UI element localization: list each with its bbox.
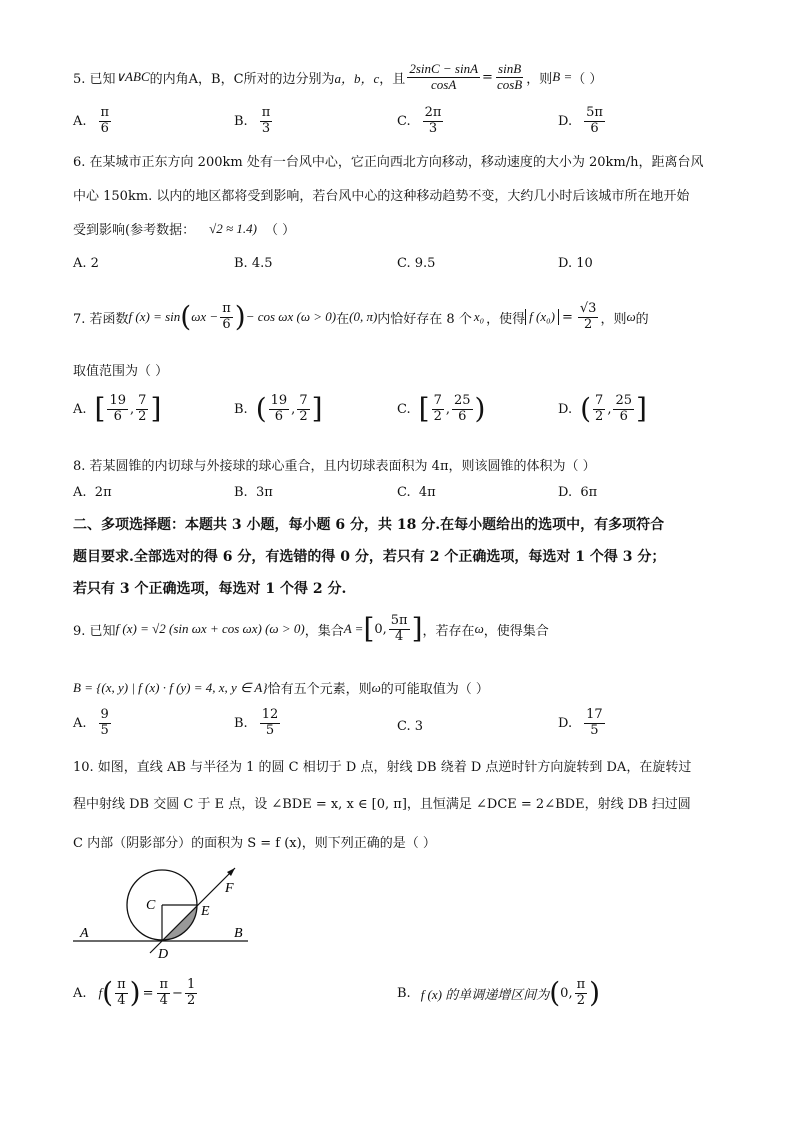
frac-num: √3	[579, 301, 597, 316]
option-label: B.	[234, 485, 248, 500]
frac-1	[432, 394, 444, 425]
q6-ref-data: √2 ≈ 1.4)	[209, 220, 257, 236]
q5-equals: =	[482, 69, 493, 85]
option-label: C.	[397, 719, 411, 734]
q7-option-a[interactable]: A. [ $\frac{19}{6}$ , $\frac{7}{2}$ ]	[73, 392, 162, 426]
option-text: f (x) 的单调递增区间为	[420, 986, 550, 1002]
q7-sqrt-frac	[578, 302, 599, 333]
bracket-right: ]	[411, 612, 423, 646]
frac-num: 7	[299, 393, 308, 408]
option-label: A.	[73, 256, 87, 271]
option-text: 4.5	[251, 256, 273, 271]
frac-1	[269, 394, 290, 425]
q7-text-d: ，使得	[486, 311, 526, 327]
option-text: 3π	[255, 485, 273, 500]
q6-option-c[interactable]	[397, 256, 435, 271]
option-frac	[99, 106, 112, 137]
frac-1	[107, 394, 128, 425]
q7-text-c: 内恰好存在 8 个	[377, 311, 472, 327]
section-2-line-3: 若只有 3 个正确选项，每选对 1 个得 2 分.	[73, 581, 347, 597]
option-zero: 0,	[560, 985, 573, 1001]
q8-option-a[interactable]	[73, 485, 112, 500]
q5-text-b: 的内角A，B，C所对的边分别为	[149, 71, 335, 87]
frac-den: 5	[590, 722, 599, 738]
q5-stem	[73, 62, 602, 93]
q5-frac-right-den: cosB	[496, 76, 523, 92]
label-d: D	[158, 947, 169, 962]
q8-option-c[interactable]	[397, 485, 436, 500]
q5-frac-left-num: 2sinC − sinA	[409, 61, 479, 76]
frac-num: 5π	[586, 105, 603, 120]
paren-left: (	[102, 976, 114, 1010]
option-text: 6π	[580, 485, 598, 500]
q9-fx: f (x) = √2 (sin ωx + cos ωx) (ω > 0)	[115, 621, 305, 637]
q5-option-b[interactable]	[234, 106, 274, 137]
q9-omega-2: ω	[371, 679, 381, 695]
q9-text-c: ，若存在	[422, 623, 475, 639]
label-e: E	[201, 904, 210, 919]
q8-option-d[interactable]	[558, 485, 597, 500]
frac-den: 2	[595, 408, 604, 424]
frac-den: 5	[100, 722, 109, 738]
frac-den: 5	[265, 722, 275, 738]
q9-set-B: B = {(x, y) | f (x) · f (y) = 4, x, y ∈ A}	[73, 679, 268, 695]
frac-num: π	[222, 301, 231, 316]
frac-pi4	[157, 978, 170, 1009]
q5-frac-right	[495, 62, 524, 93]
option-label: B.	[234, 715, 248, 731]
option-label: B.	[234, 401, 248, 417]
q5-option-d[interactable]	[558, 106, 607, 137]
option-label: D.	[558, 715, 573, 731]
frac-pi2	[575, 978, 588, 1009]
q9-zero: 0,	[374, 621, 387, 637]
q9-frac	[389, 614, 410, 645]
frac-den: 6	[458, 408, 467, 424]
q5-sides: a，b，c	[334, 70, 380, 86]
option-frac	[260, 708, 281, 739]
frac-2	[136, 394, 148, 425]
q7-x0: x₀	[473, 309, 485, 325]
q5-frac-right-num: sinB	[498, 61, 522, 76]
q10-option-a[interactable]	[73, 978, 199, 1009]
q10-line-3: C 内部（阴影部分）的面积为 S = f (x)，则下列正确的是（ ）	[73, 836, 436, 851]
q7-line-2: 取值范围为（ ）	[73, 364, 169, 379]
frac-den: 3	[261, 120, 271, 136]
option-label: B.	[234, 256, 248, 271]
q10-figure	[70, 858, 260, 963]
ray-df	[150, 868, 235, 953]
frac-num: 19	[270, 393, 288, 408]
option-frac	[584, 106, 605, 137]
q9-stem	[73, 614, 549, 645]
option-text: 4π	[418, 485, 436, 500]
bracket-left: [	[94, 392, 106, 426]
option-label: C.	[397, 401, 411, 417]
frac-1	[593, 394, 605, 425]
q7-text-e: ，则	[600, 311, 627, 327]
q9-text-2c: 的可能取值为（ ）	[380, 682, 489, 697]
option-frac	[584, 708, 605, 739]
option-text: 9.5	[414, 256, 436, 271]
frac-2	[297, 394, 309, 425]
option-label: B.	[397, 985, 411, 1001]
frac-den: 4	[159, 992, 168, 1008]
option-label: D.	[558, 256, 573, 271]
q5-triangle: ∨ABC	[115, 69, 150, 85]
frac-num: 7	[138, 393, 147, 408]
frac-arg	[115, 978, 128, 1009]
q9-A-eq: A =	[343, 621, 364, 637]
q5-text-a: 5. 已知	[73, 71, 116, 87]
q9-option-d[interactable]	[558, 708, 607, 739]
q5-paren: （ ）	[572, 71, 603, 87]
q5-B-eq: B =	[552, 69, 573, 85]
frac-den: 6	[100, 120, 109, 136]
bracket-right: ]	[150, 392, 162, 426]
q7-interval: (0, π)	[349, 309, 378, 325]
q6-line-3a: 受到影响(参考数据：	[73, 223, 196, 238]
option-label: A.	[73, 715, 87, 731]
q7-omega: ω	[626, 309, 636, 325]
frac-num: 1	[186, 977, 196, 992]
q9-text-e: ，使得集合	[483, 623, 549, 639]
q9-text-2b: 恰有五个元素，则	[267, 682, 372, 697]
frac-num: 7	[433, 393, 442, 408]
q7-abs-fx0: f (x₀)	[525, 309, 559, 325]
label-c: C	[146, 898, 156, 913]
frac-num: π	[117, 977, 126, 992]
option-label: D.	[558, 401, 573, 417]
option-f: f	[98, 985, 103, 1001]
option-label: D.	[558, 485, 573, 500]
frac-num: 25	[453, 393, 471, 408]
q7-fx: f (x) = sin	[128, 309, 181, 325]
q9-text-b: ，集合	[304, 623, 344, 639]
option-minus: −	[172, 985, 183, 1001]
q5-text-d: ，则	[526, 71, 553, 87]
q7-text-b: 在	[336, 311, 350, 327]
bracket-left: (	[580, 392, 592, 426]
bracket-left: [	[418, 392, 430, 426]
q6-paren: （ ）	[264, 223, 296, 238]
frac-den: 2	[584, 316, 593, 332]
bracket-right: )	[474, 392, 486, 426]
option-label: C.	[397, 256, 411, 271]
frac-den: 6	[274, 408, 284, 424]
frac-den: 6	[222, 316, 231, 332]
frac-2	[452, 394, 473, 425]
q7-paren-open: (	[180, 300, 192, 334]
frac-num: 17	[586, 707, 603, 722]
bracket-right: ]	[636, 392, 647, 426]
option-frac	[423, 106, 444, 137]
paren-left: (	[549, 976, 561, 1010]
option-label: A.	[73, 485, 87, 500]
q7-frac	[220, 302, 233, 333]
frac-num: 9	[100, 707, 109, 722]
q5-option-c[interactable]	[397, 106, 445, 137]
option-label: C.	[397, 113, 411, 129]
q6-line-2: 中心 150km. 以内的地区都将受到影响，若台风中心的这种移动趋势不变，大约几小时后该城市所在地开始	[73, 189, 690, 204]
q7-stem	[73, 302, 649, 333]
q5-option-a[interactable]	[73, 106, 113, 137]
q8-stem: 8. 若某圆锥的内切球与外接球的球心重合，且内切球表面积为 4π，则该圆锥的体积为（ ）	[73, 459, 596, 474]
frac-den: 6	[113, 408, 122, 424]
q5-text-c: ，且	[379, 71, 406, 87]
frac-den: 2	[138, 408, 147, 424]
bracket-right: ]	[311, 392, 323, 426]
frac-num: 7	[595, 393, 604, 408]
frac-den: 4	[395, 628, 404, 644]
bracket-left: [	[363, 612, 375, 646]
q9-line-2	[73, 678, 489, 697]
frac-den: 3	[428, 120, 438, 136]
option-frac	[99, 708, 111, 739]
frac-num: 5π	[390, 613, 408, 628]
frac-den: 2	[186, 992, 196, 1008]
frac-num: π	[100, 105, 110, 120]
frac-den: 6	[590, 120, 599, 136]
option-label: D.	[558, 113, 573, 129]
q9-option-a[interactable]	[73, 708, 113, 739]
option-label: A.	[73, 401, 87, 417]
option-text: 10	[576, 256, 593, 271]
q7-option-b[interactable]: B. ( $\frac{19}{6}$ , $\frac{7}{2}$ ]	[234, 392, 323, 426]
q7-text-a: 7. 若函数	[73, 311, 129, 327]
bracket-left: (	[255, 392, 267, 426]
q7-text-f: 的	[635, 311, 649, 327]
frac-num: 2π	[424, 105, 442, 120]
frac-den: 4	[117, 992, 126, 1008]
q8-option-b[interactable]	[234, 485, 273, 500]
frac-num: 25	[615, 393, 632, 408]
option-text: 3	[414, 719, 424, 734]
q9-option-b[interactable]	[234, 708, 282, 739]
frac-num: π	[576, 977, 586, 992]
q7-paren-close: )	[234, 300, 246, 334]
option-eq: =	[142, 985, 154, 1001]
frac-half	[185, 978, 197, 1009]
q7-option-c[interactable]: C. [ $\frac{7}{2}$ , $\frac{25}{6}$ )	[397, 392, 486, 426]
option-text: 2	[90, 256, 99, 271]
q7-cos: − cos ωx (ω > 0)	[245, 309, 337, 325]
q7-option-d[interactable]: D. ( $\frac{7}{2}$ , $\frac{25}{6}$ ]	[558, 392, 647, 426]
q7-eq: =	[561, 309, 573, 325]
option-label: C.	[397, 485, 411, 500]
q9-omega: ω	[474, 621, 484, 637]
q5-frac-left-den: cosA	[431, 76, 457, 92]
q10-line-1: 10. 如图，直线 AB 与半径为 1 的圆 C 相切于 D 点，射线 DB 绕着 D 点逆时针方向旋转到 DA，在旋转过	[73, 760, 692, 775]
label-a: A	[80, 926, 89, 941]
option-label: B.	[234, 113, 248, 129]
frac-den: 6	[619, 408, 628, 424]
frac-num: π	[261, 105, 271, 120]
frac-num: 19	[109, 393, 127, 408]
frac-den: 2	[433, 408, 442, 424]
label-b: B	[234, 926, 243, 941]
label-f: F	[225, 881, 234, 896]
q6-line-3	[73, 219, 295, 238]
q5-frac-left	[407, 62, 480, 93]
q6-option-d[interactable]	[558, 256, 593, 271]
paren-right: )	[589, 976, 601, 1010]
q6-line-1: 6. 在某城市正东方向 200km 处有一台风中心，它正向西北方向移动，移动速度的大小为 20km/h，距离台风	[73, 155, 704, 170]
section-2-line-2: 题目要求.全部选对的得 6 分，有选错的得 0 分，若只有 2 个正确选项，每选对 1 个得 3 分；	[73, 549, 666, 565]
q7-inner: ωx −	[191, 309, 219, 325]
q6-option-a[interactable]	[73, 256, 99, 271]
option-label: A.	[73, 985, 87, 1001]
section-2-line-1: 二、多项选择题：本题共 3 小题，每小题 6 分，共 18 分.在每小题给出的选项中，有多项符合	[73, 517, 665, 533]
q10-option-b[interactable]	[397, 978, 600, 1009]
option-text: 2π	[94, 485, 112, 500]
frac-den: 2	[576, 992, 585, 1008]
q6-option-b[interactable]	[234, 256, 273, 271]
frac-num: π	[159, 977, 169, 992]
frac-num: 12	[261, 707, 279, 722]
option-frac	[260, 106, 273, 137]
q9-text-a: 9. 已知	[73, 623, 116, 639]
option-label: A.	[73, 113, 87, 129]
frac-den: 2	[299, 408, 308, 424]
q10-line-2: 程中射线 DB 交圆 C 于 E 点，设 ∠BDE = x, x ∈ [0, π]，且恒满足 ∠DCE = 2∠BDE，射线 DB 扫过圆	[73, 797, 691, 812]
frac-2	[613, 394, 634, 425]
paren-right: )	[129, 976, 141, 1010]
q9-option-c[interactable]	[397, 719, 423, 734]
